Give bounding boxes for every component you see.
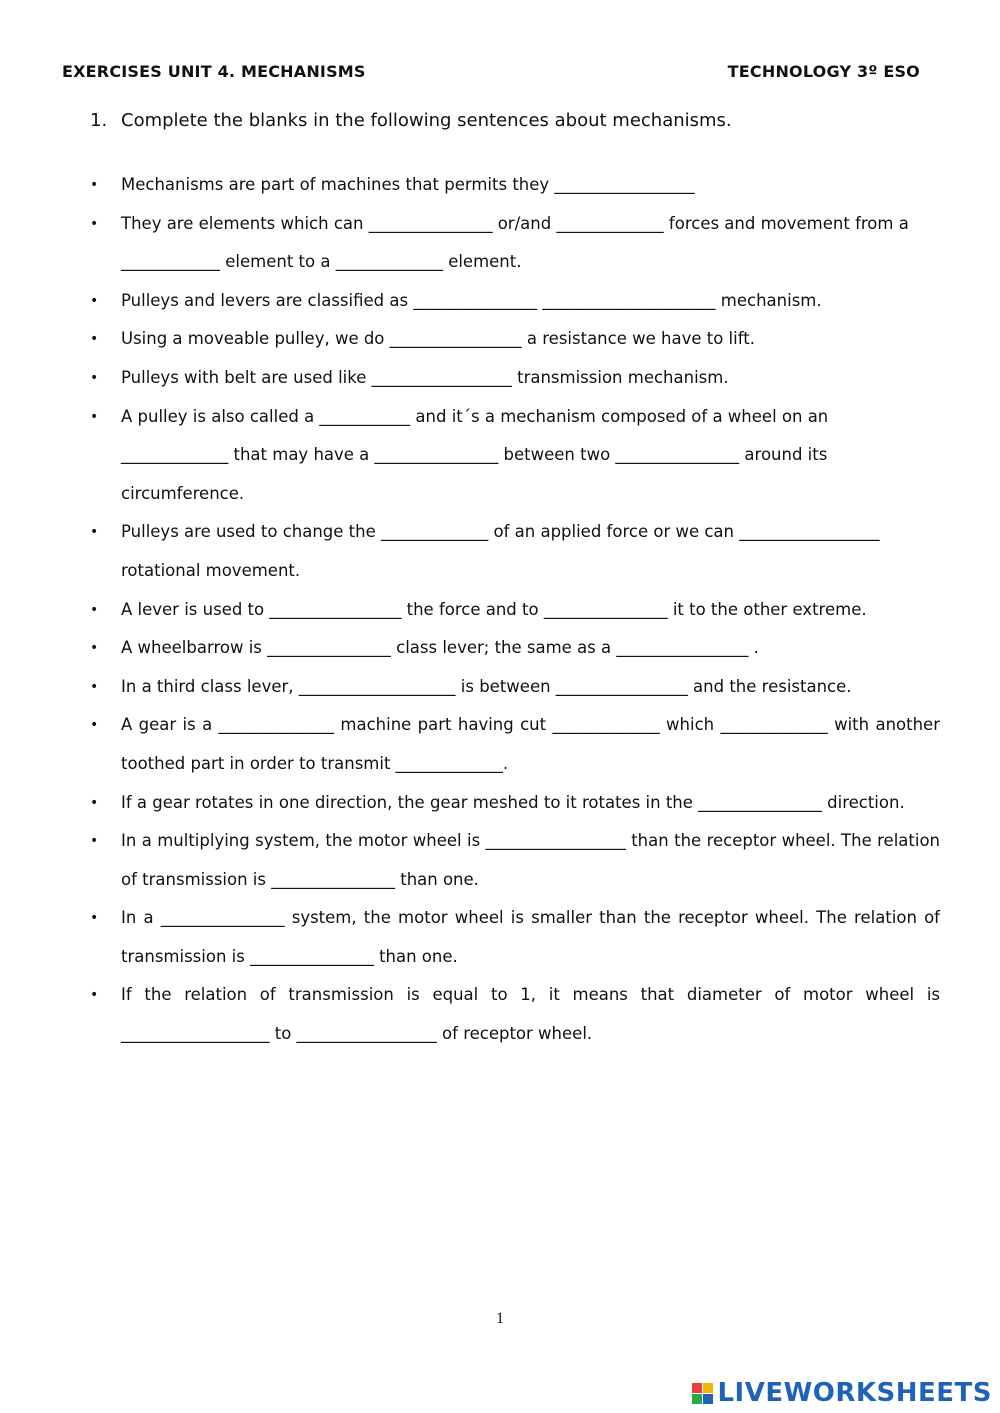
list-item: • Pulleys and levers are classified as _______________ _____________________ mechanism. — [90, 282, 940, 321]
list-item: • They are elements which can _______________ or/and _____________ forces and movement from a ____________ element to a _____________ element. — [90, 205, 940, 282]
list-item: • A wheelbarrow is _______________ class lever; the same as a ________________ . — [90, 629, 940, 668]
question-text: Complete the blanks in the following sentences about mechanisms. — [121, 110, 732, 131]
logo-square — [692, 1394, 702, 1404]
list-item: • Mechanisms are part of machines that permits they _________________ — [90, 166, 940, 205]
list-item: • Using a moveable pulley, we do ________________ a resistance we have to lift. — [90, 320, 940, 359]
list-item: • In a third class lever, ___________________ is between ________________ and the resistance. — [90, 668, 940, 707]
list-item: • A gear is a ______________ machine part having cut _____________ which _____________ with another toothed part in order to transmit _____________. — [90, 706, 940, 783]
list-item: • If a gear rotates in one direction, the gear meshed to it rotates in the _______________ direction. — [90, 784, 940, 823]
course-label: TECHNOLOGY 3º ESO — [727, 62, 920, 81]
question-heading — [90, 110, 732, 131]
liveworksheets-logo-icon — [692, 1383, 713, 1404]
list-item: • In a _______________ system, the motor wheel is smaller than the receptor wheel. The relation of transmission is _______________ than one. — [90, 899, 940, 976]
logo-square — [703, 1394, 713, 1404]
brand-watermark[interactable] — [692, 1378, 992, 1408]
logo-square — [692, 1383, 702, 1393]
page-number: 1 — [496, 1310, 504, 1327]
list-item: • In a multiplying system, the motor wheel is _________________ than the receptor wheel. The relation of transmission is _______________ than one. — [90, 822, 940, 899]
list-item: • A lever is used to ________________ the force and to _______________ it to the other extreme. — [90, 591, 940, 630]
sentence-list — [90, 166, 940, 1054]
list-item: • Pulleys with belt are used like _________________ transmission mechanism. — [90, 359, 940, 398]
brand-name: LIVEWORKSHEETS — [717, 1378, 992, 1408]
list-item: • Pulleys are used to change the _____________ of an applied force or we can _________________ rotational movement. — [90, 513, 940, 590]
worksheet-title: EXERCISES UNIT 4. MECHANISMS — [62, 62, 366, 81]
question-number: 1. — [90, 110, 108, 131]
list-item: • If the relation of transmission is equal to 1, it means that diameter of motor wheel is __________________ to _________________ of receptor wheel. — [90, 976, 940, 1053]
logo-square — [703, 1383, 713, 1393]
list-item: • A pulley is also called a ___________ and it´s a mechanism composed of a wheel on an _____________ that may have a _______________ between two _______________ around its circumference. — [90, 398, 940, 514]
